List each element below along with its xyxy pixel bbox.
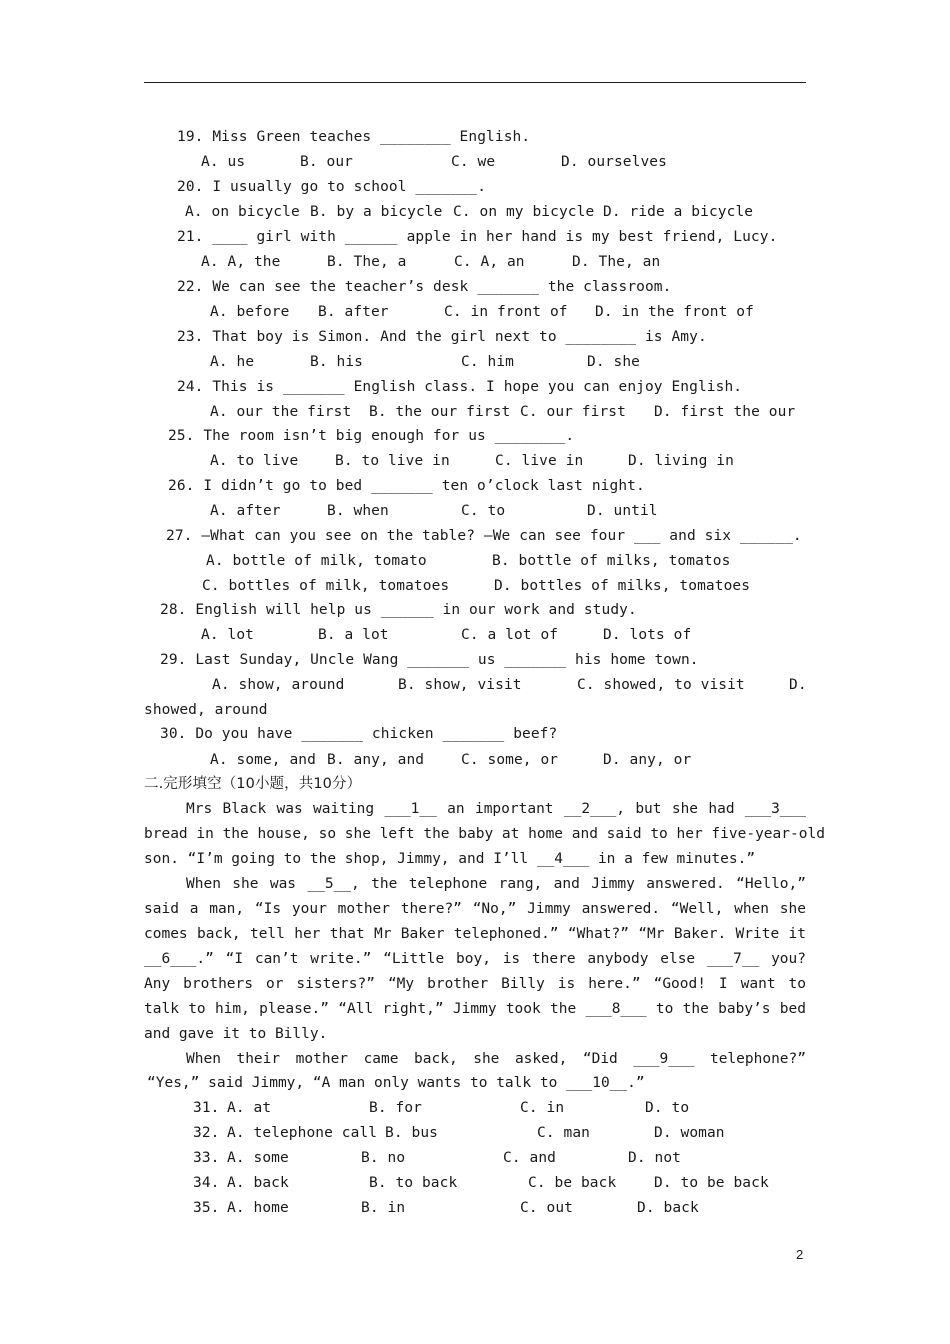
- option: D. to: [645, 1100, 690, 1116]
- option: B. to live in: [335, 453, 450, 469]
- option: C. a lot of: [461, 627, 559, 643]
- option: A. show, around: [212, 677, 345, 693]
- option: D. living in: [628, 453, 734, 469]
- page-number: 2: [796, 1247, 804, 1262]
- option: C. on my bicycle: [453, 204, 595, 220]
- cloze-number: 31.: [193, 1100, 220, 1116]
- option: C. in: [520, 1100, 565, 1116]
- question-27: 27. —What can you see on the table? –We can see four ___ and six ______.: [166, 528, 802, 544]
- option: A. to live: [210, 453, 299, 469]
- option: A. after: [210, 503, 281, 519]
- option: C. him: [461, 354, 514, 370]
- option: D. bottles of milks, tomatoes: [494, 578, 751, 594]
- option: B. a lot: [318, 627, 389, 643]
- option-prefix: D.: [789, 677, 807, 693]
- question-26: 26. I didn’t go to bed _______ ten o’clock last night.: [168, 478, 645, 494]
- option: C. some, or: [461, 752, 559, 768]
- cloze-number: 34.: [193, 1175, 220, 1191]
- option: B. any, and: [327, 752, 425, 768]
- option: C. live in: [495, 453, 584, 469]
- question-28: 28. English will help us ______ in our work and study.: [160, 602, 637, 618]
- option: A. us: [201, 154, 246, 170]
- question-30: 30. Do you have _______ chicken _______ beef?: [160, 726, 558, 742]
- passage-line: talk to him, please.” “All right,” Jimmy took the ___8___ to the baby’s bed: [144, 1001, 806, 1017]
- option: D. in the front of: [595, 304, 754, 320]
- option: B. by a bicycle: [310, 204, 443, 220]
- question-29: 29. Last Sunday, Uncle Wang _______ us _______ his home town.: [160, 652, 699, 668]
- question-23: 23. That boy is Simon. And the girl next to ________ is Amy.: [177, 329, 707, 345]
- passage-line: bread in the house, so she left the baby at home and said to her five-year-old: [144, 826, 825, 842]
- option: A. A, the: [201, 254, 281, 270]
- option: B. when: [327, 503, 389, 519]
- option: B. after: [318, 304, 389, 320]
- option: C. our first: [520, 404, 626, 420]
- option: C. in front of: [444, 304, 568, 320]
- option: D. first the our: [654, 404, 796, 420]
- option: C. and: [503, 1150, 556, 1166]
- option: showed, around: [144, 702, 268, 718]
- option: B. his: [310, 354, 363, 370]
- option: C. to: [461, 503, 506, 519]
- option: B. show, visit: [398, 677, 522, 693]
- option: A. before: [210, 304, 290, 320]
- question-20: 20. I usually go to school _______.: [177, 179, 487, 195]
- option: A. he: [210, 354, 255, 370]
- option: B. bus: [385, 1125, 438, 1141]
- option: D. to be back: [654, 1175, 769, 1191]
- option: A. some: [227, 1150, 289, 1166]
- cloze-number: 33.: [193, 1150, 220, 1166]
- option: D. any, or: [603, 752, 692, 768]
- question-19: 19. Miss Green teaches ________ English.: [177, 129, 531, 145]
- option: A. bottle of milk, tomato: [206, 553, 427, 569]
- header-rule: [144, 82, 806, 83]
- option: D. ourselves: [561, 154, 667, 170]
- option: B. bottle of milks, tomatos: [492, 553, 731, 569]
- option: B. no: [361, 1150, 406, 1166]
- question-21: 21. ____ girl with ______ apple in her hand is my best friend, Lucy.: [177, 229, 778, 245]
- option: D. lots of: [603, 627, 692, 643]
- question-24: 24. This is _______ English class. I hope you can enjoy English.: [177, 379, 743, 395]
- option: D. she: [587, 354, 640, 370]
- option: B. for: [369, 1100, 422, 1116]
- passage-line: When she was __5__, the telephone rang, and Jimmy answered. “Hello,”: [186, 876, 806, 892]
- option: C. we: [451, 154, 496, 170]
- option: A. back: [227, 1175, 289, 1191]
- option: C. be back: [528, 1175, 617, 1191]
- passage-line: Any brothers or sisters?” “My brother Billy is here.” “Good! I want to: [144, 976, 806, 992]
- option: D. until: [587, 503, 658, 519]
- passage-line: said a man, “Is your mother there?” “No,” Jimmy answered. “Well, when she: [144, 901, 806, 917]
- question-22: 22. We can see the teacher’s desk _______ the classroom.: [177, 279, 672, 295]
- option: C. A, an: [454, 254, 525, 270]
- option: A. lot: [201, 627, 254, 643]
- cloze-number: 35.: [193, 1200, 220, 1216]
- passage-line: Mrs Black was waiting ___1__ an important __2___, but she had ___3___: [186, 801, 806, 817]
- option: B. in: [361, 1200, 406, 1216]
- option: A. home: [227, 1200, 289, 1216]
- option: B. to back: [369, 1175, 458, 1191]
- option: A. telephone call: [227, 1125, 378, 1141]
- option: D. ride a bicycle: [603, 204, 754, 220]
- passage-line: and gave it to Billy.: [144, 1026, 328, 1042]
- passage-line: __6___.” “I can’t write.” “Little boy, is there anybody else ___7__ you?: [144, 951, 806, 967]
- passage-line: “Yes,” said Jimmy, “A man only wants to talk to ___10__.”: [147, 1075, 645, 1091]
- section-title: 二.完形填空（10小题，共10分）: [144, 776, 362, 792]
- option: A. at: [227, 1100, 272, 1116]
- option: A. some, and: [210, 752, 316, 768]
- passage-line: When their mother came back, she asked, “Did ___9___ telephone?”: [186, 1051, 806, 1067]
- option: C. showed, to visit: [577, 677, 745, 693]
- passage-line: son. “I’m going to the shop, Jimmy, and I’ll __4___ in a few minutes.”: [144, 851, 756, 867]
- option: C. bottles of milk, tomatoes: [202, 578, 450, 594]
- option: D. back: [637, 1200, 699, 1216]
- option: B. our: [300, 154, 353, 170]
- option: D. not: [628, 1150, 681, 1166]
- option: B. The, a: [327, 254, 407, 270]
- option: A. on bicycle: [185, 204, 300, 220]
- question-25: 25. The room isn’t big enough for us ________.: [168, 428, 575, 444]
- option: C. out: [520, 1200, 573, 1216]
- option: C. man: [537, 1125, 590, 1141]
- option: B. the our first: [369, 404, 511, 420]
- passage-line: comes back, tell her that Mr Baker telephoned.” “What?” “Mr Baker. Write it: [144, 926, 806, 942]
- option: D. woman: [654, 1125, 725, 1141]
- option: A. our the first: [210, 404, 352, 420]
- cloze-number: 32.: [193, 1125, 220, 1141]
- option: D. The, an: [572, 254, 661, 270]
